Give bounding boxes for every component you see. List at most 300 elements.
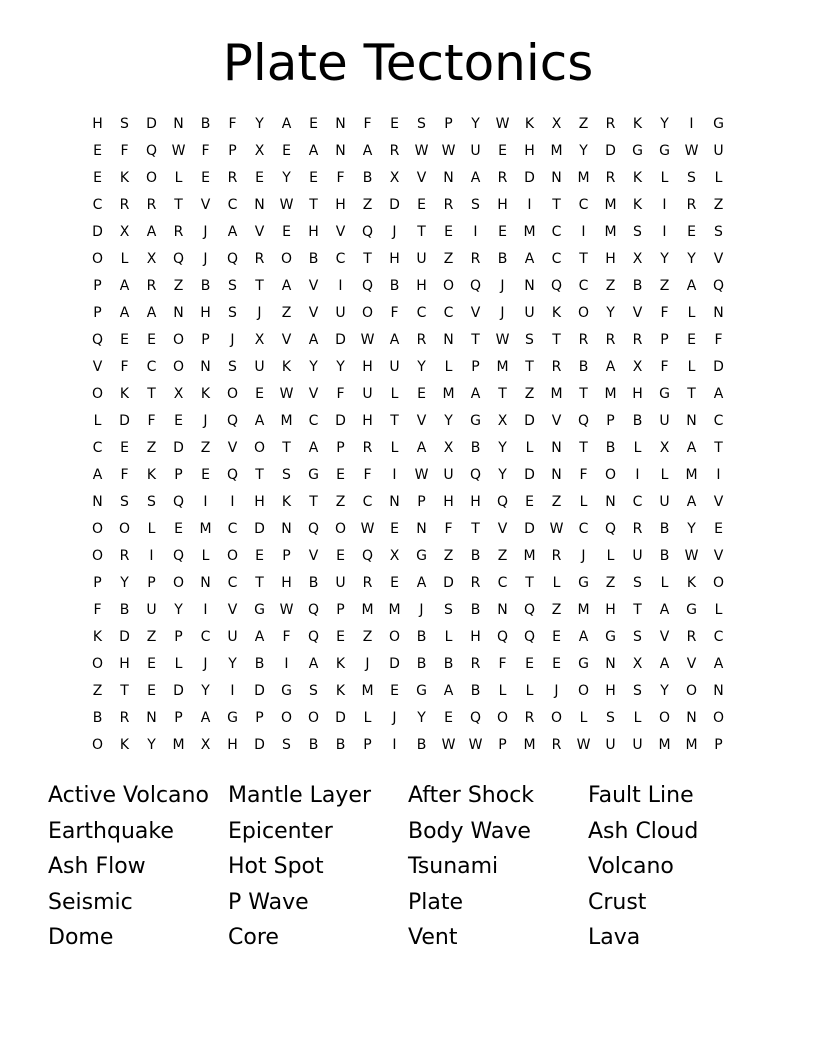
- grid-letter[interactable]: N: [551, 440, 562, 456]
- grid-letter[interactable]: M: [523, 737, 536, 753]
- grid-letter[interactable]: P: [444, 116, 453, 132]
- grid-letter[interactable]: C: [416, 305, 427, 321]
- grid-letter[interactable]: R: [551, 737, 562, 753]
- grid-letter[interactable]: Y: [687, 251, 696, 267]
- grid-letter[interactable]: X: [200, 737, 211, 753]
- grid-letter[interactable]: U: [416, 251, 427, 267]
- grid-letter[interactable]: K: [92, 629, 103, 645]
- grid-letter[interactable]: D: [92, 224, 103, 240]
- grid-letter[interactable]: W: [414, 143, 429, 159]
- grid-letter[interactable]: M: [388, 602, 401, 618]
- grid-letter[interactable]: T: [552, 332, 561, 348]
- grid-letter[interactable]: O: [442, 278, 455, 294]
- grid-letter[interactable]: O: [658, 710, 671, 726]
- grid-letter[interactable]: E: [390, 575, 399, 591]
- grid-letter[interactable]: O: [172, 575, 185, 591]
- grid-letter[interactable]: C: [497, 575, 508, 591]
- grid-letter[interactable]: S: [633, 224, 642, 240]
- grid-letter[interactable]: S: [714, 224, 723, 240]
- grid-letter[interactable]: K: [335, 656, 346, 672]
- grid-letter[interactable]: I: [635, 467, 640, 483]
- grid-letter[interactable]: B: [470, 602, 481, 618]
- grid-letter[interactable]: A: [200, 710, 211, 726]
- grid-letter[interactable]: R: [362, 575, 373, 591]
- grid-letter[interactable]: A: [254, 413, 265, 429]
- grid-letter[interactable]: L: [174, 170, 183, 186]
- grid-letter[interactable]: D: [524, 413, 535, 429]
- grid-letter[interactable]: D: [443, 575, 454, 591]
- grid-letter[interactable]: O: [91, 386, 104, 402]
- grid-letter[interactable]: W: [279, 197, 294, 213]
- grid-letter[interactable]: A: [659, 602, 670, 618]
- grid-letter[interactable]: O: [685, 683, 698, 699]
- grid-letter[interactable]: R: [443, 197, 454, 213]
- grid-letter[interactable]: E: [336, 467, 345, 483]
- grid-letter[interactable]: M: [685, 467, 698, 483]
- grid-letter[interactable]: V: [254, 224, 265, 240]
- grid-letter[interactable]: R: [119, 197, 130, 213]
- grid-letter[interactable]: F: [579, 467, 588, 483]
- grid-letter[interactable]: R: [227, 170, 238, 186]
- grid-letter[interactable]: Z: [281, 305, 292, 321]
- grid-letter[interactable]: X: [659, 440, 670, 456]
- grid-letter[interactable]: C: [227, 575, 238, 591]
- grid-letter[interactable]: Z: [443, 251, 454, 267]
- grid-letter[interactable]: B: [362, 170, 373, 186]
- grid-letter[interactable]: U: [659, 494, 670, 510]
- grid-letter[interactable]: H: [605, 251, 616, 267]
- grid-letter[interactable]: L: [444, 629, 453, 645]
- grid-letter[interactable]: R: [632, 332, 643, 348]
- grid-letter[interactable]: V: [713, 494, 724, 510]
- grid-letter[interactable]: Z: [362, 197, 373, 213]
- grid-letter[interactable]: A: [686, 440, 697, 456]
- grid-letter[interactable]: F: [390, 305, 399, 321]
- grid-letter[interactable]: L: [660, 170, 669, 186]
- grid-letter[interactable]: T: [309, 494, 318, 510]
- grid-letter[interactable]: Q: [604, 521, 617, 537]
- grid-letter[interactable]: G: [686, 602, 697, 618]
- grid-letter[interactable]: S: [282, 467, 291, 483]
- grid-letter[interactable]: T: [309, 197, 318, 213]
- grid-letter[interactable]: I: [689, 116, 694, 132]
- grid-letter[interactable]: H: [497, 197, 508, 213]
- grid-letter[interactable]: O: [172, 332, 185, 348]
- grid-letter[interactable]: V: [416, 170, 427, 186]
- grid-letter[interactable]: L: [147, 521, 156, 537]
- grid-letter[interactable]: V: [632, 305, 643, 321]
- grid-letter[interactable]: Y: [498, 440, 507, 456]
- grid-letter[interactable]: Y: [606, 305, 615, 321]
- grid-letter[interactable]: M: [604, 224, 617, 240]
- grid-letter[interactable]: I: [230, 683, 235, 699]
- grid-letter[interactable]: L: [633, 710, 642, 726]
- grid-letter[interactable]: O: [118, 521, 131, 537]
- grid-letter[interactable]: H: [470, 494, 481, 510]
- grid-letter[interactable]: E: [390, 521, 399, 537]
- grid-letter[interactable]: A: [92, 467, 103, 483]
- grid-letter[interactable]: Y: [660, 251, 669, 267]
- grid-letter[interactable]: U: [254, 359, 265, 375]
- grid-letter[interactable]: N: [254, 197, 265, 213]
- grid-letter[interactable]: C: [713, 629, 724, 645]
- grid-letter[interactable]: P: [93, 305, 102, 321]
- grid-letter[interactable]: Q: [145, 143, 158, 159]
- grid-letter[interactable]: E: [255, 386, 264, 402]
- grid-letter[interactable]: U: [605, 737, 616, 753]
- grid-letter[interactable]: E: [147, 332, 156, 348]
- grid-letter[interactable]: K: [119, 386, 130, 402]
- grid-letter[interactable]: A: [470, 386, 481, 402]
- grid-letter[interactable]: O: [712, 710, 725, 726]
- grid-letter[interactable]: N: [713, 683, 724, 699]
- grid-letter[interactable]: L: [363, 710, 372, 726]
- grid-letter[interactable]: E: [687, 332, 696, 348]
- grid-letter[interactable]: E: [417, 197, 426, 213]
- grid-letter[interactable]: Q: [172, 494, 185, 510]
- grid-letter[interactable]: Q: [523, 602, 536, 618]
- grid-letter[interactable]: K: [632, 170, 643, 186]
- grid-letter[interactable]: R: [686, 629, 697, 645]
- grid-letter[interactable]: K: [200, 386, 211, 402]
- grid-letter[interactable]: N: [146, 710, 157, 726]
- grid-letter[interactable]: P: [282, 548, 291, 564]
- grid-letter[interactable]: K: [119, 737, 130, 753]
- grid-letter[interactable]: J: [392, 224, 397, 240]
- grid-letter[interactable]: T: [525, 359, 534, 375]
- grid-letter[interactable]: V: [659, 629, 670, 645]
- grid-letter[interactable]: P: [363, 737, 372, 753]
- grid-letter[interactable]: W: [684, 548, 699, 564]
- grid-letter[interactable]: G: [281, 683, 292, 699]
- grid-letter[interactable]: N: [551, 467, 562, 483]
- grid-letter[interactable]: O: [91, 548, 104, 564]
- grid-letter[interactable]: Z: [551, 602, 562, 618]
- grid-letter[interactable]: R: [605, 116, 616, 132]
- grid-letter[interactable]: L: [174, 656, 183, 672]
- grid-letter[interactable]: E: [687, 224, 696, 240]
- grid-letter[interactable]: Z: [578, 116, 589, 132]
- grid-letter[interactable]: T: [687, 386, 696, 402]
- grid-letter[interactable]: Y: [660, 683, 669, 699]
- grid-letter[interactable]: B: [605, 440, 616, 456]
- grid-letter[interactable]: L: [93, 413, 102, 429]
- grid-letter[interactable]: W: [495, 116, 510, 132]
- grid-letter[interactable]: I: [203, 494, 208, 510]
- grid-letter[interactable]: U: [470, 143, 481, 159]
- grid-letter[interactable]: R: [470, 656, 481, 672]
- grid-letter[interactable]: V: [227, 602, 238, 618]
- grid-letter[interactable]: E: [201, 170, 210, 186]
- grid-letter[interactable]: N: [200, 359, 211, 375]
- grid-letter[interactable]: E: [552, 629, 561, 645]
- grid-letter[interactable]: G: [632, 143, 643, 159]
- grid-letter[interactable]: E: [390, 116, 399, 132]
- grid-letter[interactable]: W: [684, 143, 699, 159]
- grid-letter[interactable]: Q: [496, 629, 509, 645]
- grid-letter[interactable]: N: [389, 494, 400, 510]
- grid-letter[interactable]: C: [227, 197, 238, 213]
- grid-letter[interactable]: Y: [498, 467, 507, 483]
- grid-letter[interactable]: L: [579, 710, 588, 726]
- grid-letter[interactable]: R: [551, 359, 562, 375]
- grid-letter[interactable]: N: [686, 413, 697, 429]
- grid-letter[interactable]: P: [174, 710, 183, 726]
- grid-letter[interactable]: B: [308, 575, 319, 591]
- grid-letter[interactable]: E: [309, 170, 318, 186]
- grid-letter[interactable]: G: [659, 143, 670, 159]
- grid-letter[interactable]: D: [119, 413, 130, 429]
- grid-letter[interactable]: A: [524, 251, 535, 267]
- grid-letter[interactable]: F: [336, 386, 345, 402]
- grid-letter[interactable]: Y: [282, 170, 291, 186]
- grid-letter[interactable]: J: [500, 305, 505, 321]
- grid-letter[interactable]: Q: [496, 494, 509, 510]
- grid-letter[interactable]: A: [362, 143, 373, 159]
- grid-letter[interactable]: E: [444, 710, 453, 726]
- grid-letter[interactable]: F: [201, 143, 210, 159]
- grid-letter[interactable]: F: [363, 116, 372, 132]
- grid-letter[interactable]: E: [147, 656, 156, 672]
- grid-letter[interactable]: V: [497, 521, 508, 537]
- grid-letter[interactable]: B: [497, 251, 508, 267]
- grid-letter[interactable]: L: [498, 683, 507, 699]
- grid-letter[interactable]: H: [605, 683, 616, 699]
- grid-letter[interactable]: D: [524, 467, 535, 483]
- grid-letter[interactable]: N: [200, 575, 211, 591]
- grid-letter[interactable]: M: [550, 386, 563, 402]
- grid-letter[interactable]: Q: [523, 629, 536, 645]
- grid-letter[interactable]: T: [417, 224, 426, 240]
- grid-letter[interactable]: F: [282, 629, 291, 645]
- grid-letter[interactable]: E: [174, 413, 183, 429]
- grid-letter[interactable]: E: [336, 548, 345, 564]
- grid-letter[interactable]: O: [577, 683, 590, 699]
- grid-letter[interactable]: K: [146, 467, 157, 483]
- grid-letter[interactable]: T: [390, 413, 399, 429]
- grid-letter[interactable]: C: [713, 413, 724, 429]
- grid-letter[interactable]: B: [119, 602, 130, 618]
- grid-letter[interactable]: P: [606, 413, 615, 429]
- grid-letter[interactable]: H: [227, 737, 238, 753]
- grid-letter[interactable]: S: [120, 494, 129, 510]
- grid-letter[interactable]: J: [203, 224, 208, 240]
- grid-letter[interactable]: O: [172, 359, 185, 375]
- grid-letter[interactable]: B: [632, 278, 643, 294]
- grid-letter[interactable]: B: [335, 737, 346, 753]
- grid-letter[interactable]: L: [201, 548, 210, 564]
- grid-letter[interactable]: R: [470, 575, 481, 591]
- grid-letter[interactable]: D: [524, 521, 535, 537]
- grid-letter[interactable]: E: [390, 683, 399, 699]
- grid-letter[interactable]: U: [227, 629, 238, 645]
- grid-letter[interactable]: I: [527, 197, 532, 213]
- grid-letter[interactable]: B: [308, 737, 319, 753]
- grid-letter[interactable]: M: [361, 683, 374, 699]
- grid-letter[interactable]: D: [335, 710, 346, 726]
- grid-letter[interactable]: S: [147, 494, 156, 510]
- grid-letter[interactable]: B: [470, 683, 481, 699]
- grid-letter[interactable]: L: [687, 359, 696, 375]
- grid-letter[interactable]: M: [577, 602, 590, 618]
- grid-letter[interactable]: Y: [660, 116, 669, 132]
- grid-letter[interactable]: D: [173, 440, 184, 456]
- grid-letter[interactable]: C: [200, 629, 211, 645]
- grid-letter[interactable]: T: [579, 386, 588, 402]
- grid-letter[interactable]: D: [119, 629, 130, 645]
- grid-letter[interactable]: N: [335, 116, 346, 132]
- grid-letter[interactable]: V: [551, 413, 562, 429]
- grid-letter[interactable]: V: [470, 305, 481, 321]
- grid-letter[interactable]: T: [255, 575, 264, 591]
- grid-letter[interactable]: A: [686, 278, 697, 294]
- grid-letter[interactable]: H: [254, 494, 265, 510]
- grid-letter[interactable]: O: [361, 305, 374, 321]
- grid-letter[interactable]: M: [658, 737, 671, 753]
- grid-letter[interactable]: T: [633, 602, 642, 618]
- grid-letter[interactable]: Y: [174, 602, 183, 618]
- grid-letter[interactable]: B: [578, 359, 589, 375]
- grid-letter[interactable]: P: [255, 710, 264, 726]
- grid-letter[interactable]: H: [362, 413, 373, 429]
- grid-letter[interactable]: N: [443, 170, 454, 186]
- grid-letter[interactable]: I: [716, 467, 721, 483]
- grid-letter[interactable]: Z: [362, 629, 373, 645]
- grid-letter[interactable]: A: [308, 440, 319, 456]
- grid-letter[interactable]: O: [91, 521, 104, 537]
- grid-letter[interactable]: D: [146, 116, 157, 132]
- grid-letter[interactable]: E: [498, 224, 507, 240]
- grid-letter[interactable]: T: [579, 251, 588, 267]
- grid-letter[interactable]: H: [362, 359, 373, 375]
- grid-letter[interactable]: Z: [713, 197, 724, 213]
- grid-letter[interactable]: K: [524, 116, 535, 132]
- grid-letter[interactable]: K: [686, 575, 697, 591]
- grid-letter[interactable]: I: [662, 224, 667, 240]
- grid-letter[interactable]: Z: [605, 278, 616, 294]
- grid-letter[interactable]: D: [335, 332, 346, 348]
- grid-letter[interactable]: Z: [497, 548, 508, 564]
- grid-letter[interactable]: X: [632, 251, 643, 267]
- grid-letter[interactable]: V: [200, 197, 211, 213]
- grid-letter[interactable]: G: [659, 386, 670, 402]
- grid-letter[interactable]: I: [473, 224, 478, 240]
- grid-letter[interactable]: C: [632, 494, 643, 510]
- grid-letter[interactable]: L: [444, 359, 453, 375]
- grid-letter[interactable]: Z: [146, 629, 157, 645]
- grid-letter[interactable]: N: [713, 305, 724, 321]
- grid-letter[interactable]: C: [308, 413, 319, 429]
- grid-letter[interactable]: V: [92, 359, 103, 375]
- grid-letter[interactable]: L: [525, 440, 534, 456]
- grid-letter[interactable]: Y: [444, 413, 453, 429]
- grid-letter[interactable]: R: [605, 170, 616, 186]
- grid-letter[interactable]: Y: [471, 116, 480, 132]
- grid-letter[interactable]: N: [605, 494, 616, 510]
- grid-letter[interactable]: H: [416, 278, 427, 294]
- grid-letter[interactable]: M: [523, 548, 536, 564]
- grid-letter[interactable]: X: [254, 143, 265, 159]
- grid-letter[interactable]: B: [632, 413, 643, 429]
- grid-letter[interactable]: H: [632, 386, 643, 402]
- grid-letter[interactable]: H: [470, 629, 481, 645]
- grid-letter[interactable]: L: [714, 602, 723, 618]
- grid-letter[interactable]: L: [714, 170, 723, 186]
- grid-letter[interactable]: Q: [712, 278, 725, 294]
- grid-letter[interactable]: E: [417, 386, 426, 402]
- grid-letter[interactable]: B: [659, 548, 670, 564]
- grid-letter[interactable]: F: [444, 521, 453, 537]
- grid-letter[interactable]: B: [416, 629, 427, 645]
- grid-letter[interactable]: O: [550, 710, 563, 726]
- grid-letter[interactable]: E: [201, 467, 210, 483]
- grid-letter[interactable]: C: [443, 305, 454, 321]
- grid-letter[interactable]: Q: [91, 332, 104, 348]
- grid-letter[interactable]: P: [660, 332, 669, 348]
- grid-letter[interactable]: D: [524, 170, 535, 186]
- grid-letter[interactable]: D: [173, 683, 184, 699]
- grid-letter[interactable]: E: [174, 521, 183, 537]
- grid-letter[interactable]: A: [578, 629, 589, 645]
- grid-letter[interactable]: P: [714, 737, 723, 753]
- grid-letter[interactable]: H: [605, 602, 616, 618]
- grid-letter[interactable]: U: [632, 737, 643, 753]
- grid-letter[interactable]: Y: [687, 521, 696, 537]
- grid-letter[interactable]: O: [253, 440, 266, 456]
- grid-letter[interactable]: O: [496, 710, 509, 726]
- grid-letter[interactable]: U: [443, 467, 454, 483]
- grid-letter[interactable]: Y: [417, 710, 426, 726]
- grid-letter[interactable]: Q: [307, 629, 320, 645]
- grid-letter[interactable]: U: [389, 359, 400, 375]
- grid-letter[interactable]: G: [578, 575, 589, 591]
- grid-letter[interactable]: S: [444, 602, 453, 618]
- grid-letter[interactable]: E: [120, 332, 129, 348]
- grid-letter[interactable]: V: [416, 413, 427, 429]
- grid-letter[interactable]: Q: [469, 710, 482, 726]
- grid-letter[interactable]: S: [282, 737, 291, 753]
- grid-letter[interactable]: F: [363, 467, 372, 483]
- grid-letter[interactable]: Y: [579, 143, 588, 159]
- grid-letter[interactable]: D: [254, 521, 265, 537]
- grid-letter[interactable]: F: [120, 143, 129, 159]
- grid-letter[interactable]: G: [227, 710, 238, 726]
- grid-letter[interactable]: R: [173, 224, 184, 240]
- grid-letter[interactable]: Q: [307, 602, 320, 618]
- grid-letter[interactable]: J: [554, 683, 559, 699]
- grid-letter[interactable]: O: [91, 656, 104, 672]
- grid-letter[interactable]: J: [203, 251, 208, 267]
- grid-letter[interactable]: P: [174, 629, 183, 645]
- grid-letter[interactable]: H: [281, 575, 292, 591]
- grid-letter[interactable]: Q: [172, 251, 185, 267]
- grid-letter[interactable]: R: [362, 440, 373, 456]
- grid-letter[interactable]: B: [389, 278, 400, 294]
- grid-letter[interactable]: T: [471, 521, 480, 537]
- grid-letter[interactable]: F: [714, 332, 723, 348]
- grid-letter[interactable]: Q: [361, 278, 374, 294]
- grid-letter[interactable]: U: [146, 602, 157, 618]
- grid-letter[interactable]: T: [552, 197, 561, 213]
- grid-letter[interactable]: U: [335, 575, 346, 591]
- grid-letter[interactable]: A: [443, 683, 454, 699]
- grid-letter[interactable]: N: [497, 602, 508, 618]
- grid-letter[interactable]: A: [416, 440, 427, 456]
- grid-letter[interactable]: H: [200, 305, 211, 321]
- grid-letter[interactable]: R: [524, 710, 535, 726]
- grid-letter[interactable]: H: [92, 116, 103, 132]
- grid-letter[interactable]: D: [254, 737, 265, 753]
